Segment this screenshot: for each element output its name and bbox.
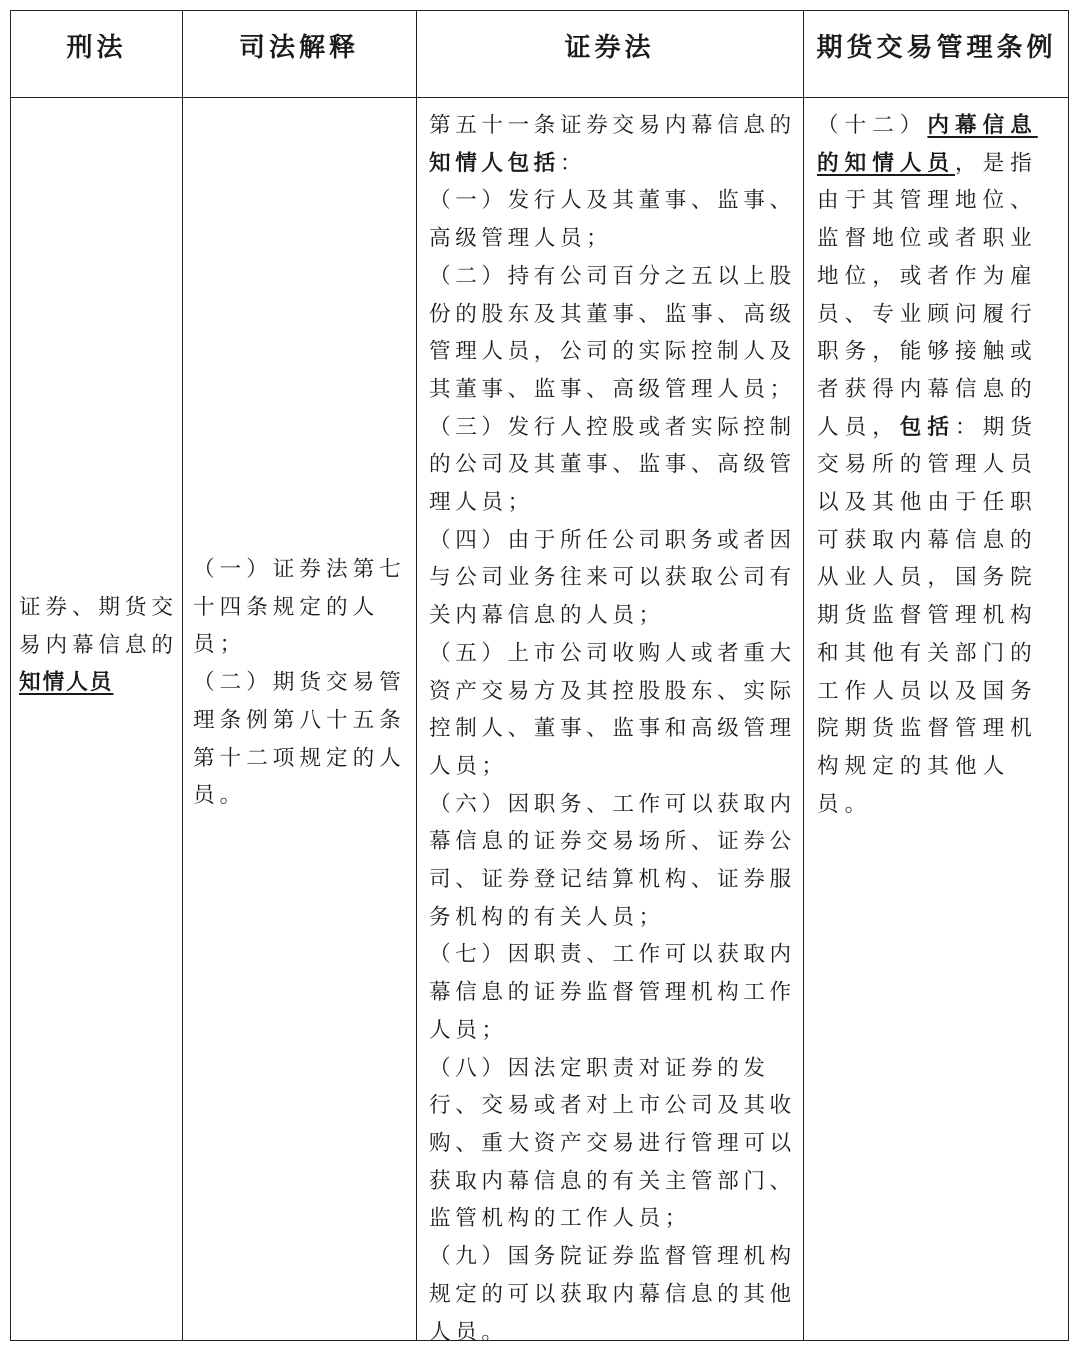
futures-emphasis-1: 内幕信息的知情人员 <box>817 113 1038 176</box>
cell-criminal-law <box>19 589 175 702</box>
securities-item-4: （四）由于所任公司职务或者因与公司业务往来可以获取公司有关内幕信息的人员； <box>429 527 796 629</box>
securities-item-2: （二）持有公司百分之五以上股份的股东及其董事、监事、高级管理人员，公司的实际控制人及其董事、监事、高级管理人员； <box>429 263 796 402</box>
securities-intro-emphasis: 知情人包括 <box>429 150 560 176</box>
header-judicial-interpretation: 司法解释 <box>238 33 359 63</box>
securities-item-5: （五）上市公司收购人或者重大资产交易方及其控股股东、实际控制人、董事、监事和高级管理人员； <box>429 640 796 779</box>
criminal-law-text: 证券、期货交易内幕信息的 <box>19 595 175 658</box>
column-divider-1 <box>182 11 183 1340</box>
header-futures-regulation: 期货交易管理条例 <box>816 33 1057 63</box>
cell-futures-regulation <box>817 107 1063 823</box>
cell-securities-law <box>429 107 801 1351</box>
header-criminal-law: 刑法 <box>66 33 127 63</box>
criminal-law-emphasis: 知情人员 <box>19 670 114 696</box>
securities-item-3: （三）发行人控股或者实际控制的公司及其董事、监事、高级管理人员； <box>429 414 796 516</box>
column-divider-2 <box>416 11 417 1340</box>
securities-item-6: （六）因职务、工作可以获取内幕信息的证券交易场所、证券公司、证券登记结算机构、证券服务机构的有关人员； <box>429 791 796 930</box>
futures-emphasis-2: 包括 <box>899 414 955 440</box>
header-securities-law: 证券法 <box>564 33 655 63</box>
securities-item-9: （九）国务院证券监督管理机构规定的可以获取内幕信息的其他人员。 <box>429 1244 796 1345</box>
column-divider-3 <box>803 11 804 1340</box>
judicial-item-1: （一）证券法第七十四条规定的人员； <box>193 557 406 658</box>
cell-judicial-interpretation <box>193 551 411 815</box>
judicial-item-2: （二）期货交易管理条例第八十五条第十二项规定的人员。 <box>193 670 406 809</box>
securities-item-1: （一）发行人及其董事、监事、高级管理人员； <box>429 188 796 252</box>
securities-item-8: （八）因法定职责对证券的发行、交易或者对上市公司及其收购、重大资产交易进行管理可以获取内幕信息的有关主管部门、监管机构的工作人员； <box>429 1055 796 1232</box>
comparison-table <box>10 10 1069 1345</box>
securities-item-7: （七）因职责、工作可以获取内幕信息的证券监督管理机构工作人员； <box>429 942 796 1043</box>
securities-intro: 第五十一条证券交易内幕信息的知情人包括： <box>429 113 796 176</box>
futures-paragraph: （十二）内幕信息的知情人员，是指由于其管理地位、监督地位或者职业地位，或者作为雇员、专业顾问履行职务，能够接触或者获得内幕信息的人员，包括：期货交易所的管理人员以及其他由于任职可获取内幕信息的从业人员，国务院期货监督管理机构和其他有关部门的工作人员以及国务院期货监督管理机构规定的其他人员。 <box>817 113 1038 817</box>
header-divider <box>11 97 1068 98</box>
